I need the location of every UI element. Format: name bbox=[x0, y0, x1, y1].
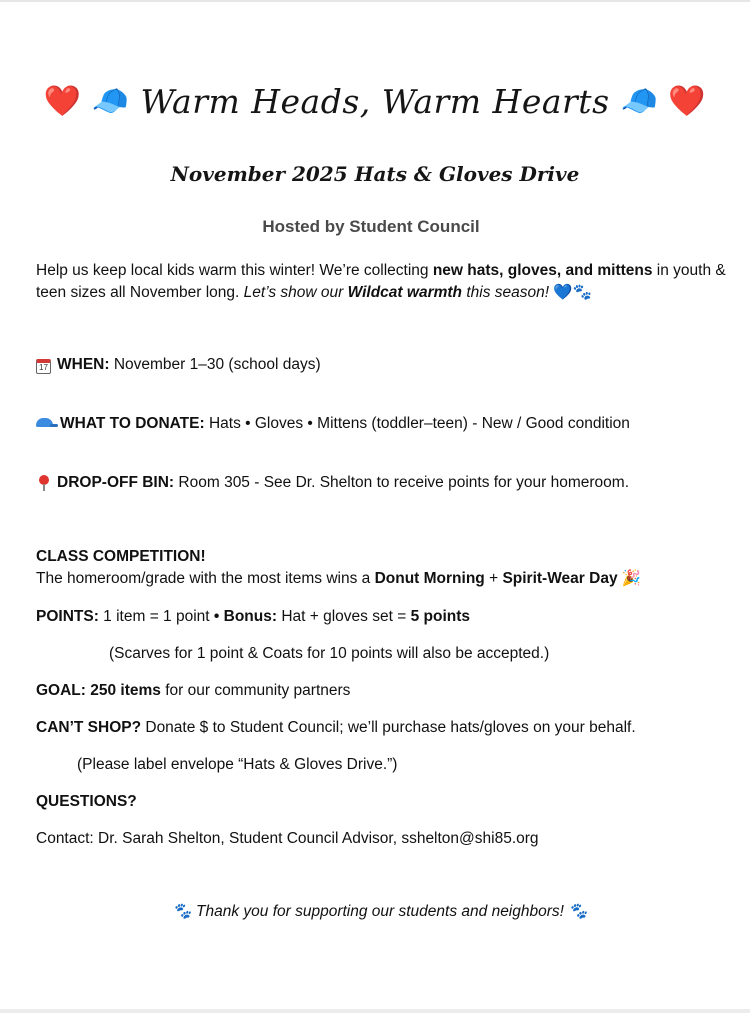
blue-heart-icon: 💙 bbox=[553, 284, 573, 301]
heart-cap-icons-left: ❤️ 🧢 bbox=[43, 84, 130, 119]
intro-paragraph bbox=[36, 260, 726, 304]
flyer-subtitle: November 2025 Hats & Gloves Drive bbox=[170, 162, 580, 186]
intro-italic-1: Let’s show our bbox=[243, 284, 348, 301]
dropoff-value: Room 305 - See Dr. Shelton to receive points for your homeroom. bbox=[174, 474, 629, 491]
what-value: Hats • Gloves • Mittens (toddler–teen) - New / Good condition bbox=[204, 415, 630, 432]
dropoff-label: DROP-OFF BIN: bbox=[57, 474, 175, 491]
bonus-value: 5 points bbox=[410, 608, 470, 625]
footer-thanks bbox=[0, 902, 750, 921]
goal-line bbox=[36, 680, 350, 702]
cant-shop-line bbox=[36, 717, 636, 739]
pin-icon bbox=[39, 475, 49, 485]
dropoff-line bbox=[36, 472, 629, 494]
points-note: (Scarves for 1 point & Coats for 10 points will also be accepted.) bbox=[109, 645, 550, 662]
cant-shop-note: (Please label envelope “Hats & Gloves Drive.”) bbox=[77, 756, 398, 773]
when-line bbox=[36, 354, 321, 376]
spirit-wear-day: Spirit-Wear Day bbox=[502, 570, 618, 587]
cant-shop-text: Donate $ to Student Council; we’ll purchase hats/gloves on your behalf. bbox=[141, 719, 636, 736]
bonus-text: Hat + gloves set = bbox=[277, 608, 411, 625]
intro-bold: new hats, gloves, and mittens bbox=[432, 262, 653, 279]
goal-text: for our community partners bbox=[160, 682, 351, 699]
goal-label: GOAL: 250 items bbox=[36, 682, 161, 699]
bonus-label: Bonus: bbox=[219, 608, 278, 625]
questions-heading-text: QUESTIONS? bbox=[36, 793, 137, 810]
what-line bbox=[36, 413, 630, 435]
when-label: WHEN: bbox=[57, 356, 110, 373]
competition-heading-text: CLASS COMPETITION! bbox=[36, 548, 206, 565]
what-label: WHAT TO DONATE: bbox=[60, 415, 205, 432]
competition-heading bbox=[36, 546, 206, 568]
paw-icon: 🐾 bbox=[568, 903, 588, 920]
flyer-title bbox=[0, 82, 750, 121]
page-bottom-edge bbox=[0, 1009, 750, 1013]
points-label: POINTS: bbox=[36, 608, 99, 625]
hosted-by: Hosted by Student Council bbox=[262, 217, 480, 236]
intro-text: Help us keep local kids warm this winter! We’re collecting bbox=[36, 262, 433, 279]
points-line bbox=[36, 606, 470, 628]
cap-icon bbox=[36, 418, 53, 427]
points-bullet: • bbox=[213, 608, 220, 625]
footer-text: Thank you for supporting our students and neighbors! bbox=[191, 903, 569, 920]
intro-italic bbox=[244, 284, 554, 301]
calendar-icon: 17 bbox=[36, 359, 51, 374]
questions-heading bbox=[36, 791, 137, 813]
intro-italic-2: this season! bbox=[462, 284, 554, 301]
points-text: 1 item = 1 point bbox=[98, 608, 214, 625]
intro-italic-bold: Wildcat warmth bbox=[347, 284, 463, 301]
party-popper-icon: 🎉 bbox=[617, 570, 642, 587]
cap-heart-icons-right: 🧢 ❤️ bbox=[620, 84, 707, 119]
competition-line bbox=[36, 568, 641, 590]
donut-morning: Donut Morning bbox=[374, 570, 485, 587]
contact-line: Contact: Dr. Sarah Shelton, Student Council Advisor, sshelton@shi85.org bbox=[36, 830, 539, 847]
paw-icon: 🐾 bbox=[172, 903, 192, 920]
competition-text: The homeroom/grade with the most items wins a bbox=[36, 570, 375, 587]
when-value: November 1–30 (school days) bbox=[109, 356, 321, 373]
cant-shop-label: CAN’T SHOP? bbox=[36, 719, 142, 736]
title-text: Warm Heads, Warm Hearts bbox=[140, 82, 610, 121]
paw-icon: 🐾 bbox=[572, 284, 592, 301]
competition-plus: + bbox=[484, 570, 503, 587]
intro-text-2: in youth & teen sizes all November long. bbox=[36, 262, 726, 301]
